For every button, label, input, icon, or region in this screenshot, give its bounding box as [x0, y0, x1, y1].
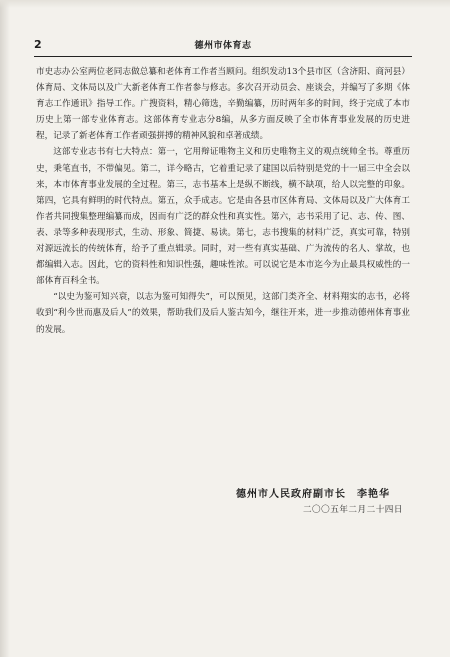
scan-edge-shadow [0, 0, 10, 657]
body-text [36, 64, 410, 338]
header-rule [34, 56, 412, 57]
signature: 德州市人民政府副市长 李艳华 [236, 489, 390, 500]
running-head: 德州市体育志 [194, 41, 252, 51]
signature-date: 二〇〇五年二月二十四日 [302, 505, 403, 515]
paragraph-3: “以史为鉴可知兴衰，以志为鉴可知得失”，可以预见，这部门类齐全、材料翔实的志书，必将收到“利今世而惠及后人”的效果，帮助我们及后人鉴古知今，继往开来，进一步推动德州体育事业的发展。 [36, 292, 410, 335]
scan-top-shadow [0, 0, 450, 8]
page-header [34, 34, 412, 54]
paragraph-1: 市史志办公室两位老同志做总纂和老体育工作者当顾问。组织发动13个县市区（含济阳、商河县）体育局、文体局以及广大新老体育工作者参与修志。多次召开动员会、座谈会，并编写了多期《体育志工作通讯》指导工作。广搜资料，精心筛选，辛勤编纂，历时两年多的时间，终于完成了本市历史上第一部专业体育志。这部体育专业志分8编，从多方面反映了全市体育事业发展的历史进程，记录了新老体育工作者顽强拼搏的精神风貌和卓著成绩。 [36, 67, 410, 142]
page-number: 2 [34, 38, 42, 51]
paragraph-2: 这部专业志书有七大特点：第一，它用辩证唯物主义和历史唯物主义的观点统帅全书。尊重历史，秉笔直书，不带偏见。第二，详今略古，它着重记录了建国以后特别是党的十一届三中全会以来，本市体育事业发展的全过程。第三，志书基本上是纵不断线，横不缺项，给人以完整的印象。第四，它具有鲜明的时代特点。第五，众手成志。它是由各县市区体育局、文体局以及广大体育工作者共同搜集整理编纂而成，因而有广泛的群众性和真实性。第六，志书采用了记、志、传、图、表、录等多种表现形式，生动、形象、简捷、易读。第七，志书搜集的材料广泛，真实可靠，特别对源远流长的传统体育，给予了重点辑录。同时，对一些有真实基础、广为流传的名人、掌故，也都编辑入志。因此，它的资料性和知识性强，趣味性浓。可以说它是本市迄今为止最具权威性的一部体育百科全书。 [36, 147, 410, 287]
